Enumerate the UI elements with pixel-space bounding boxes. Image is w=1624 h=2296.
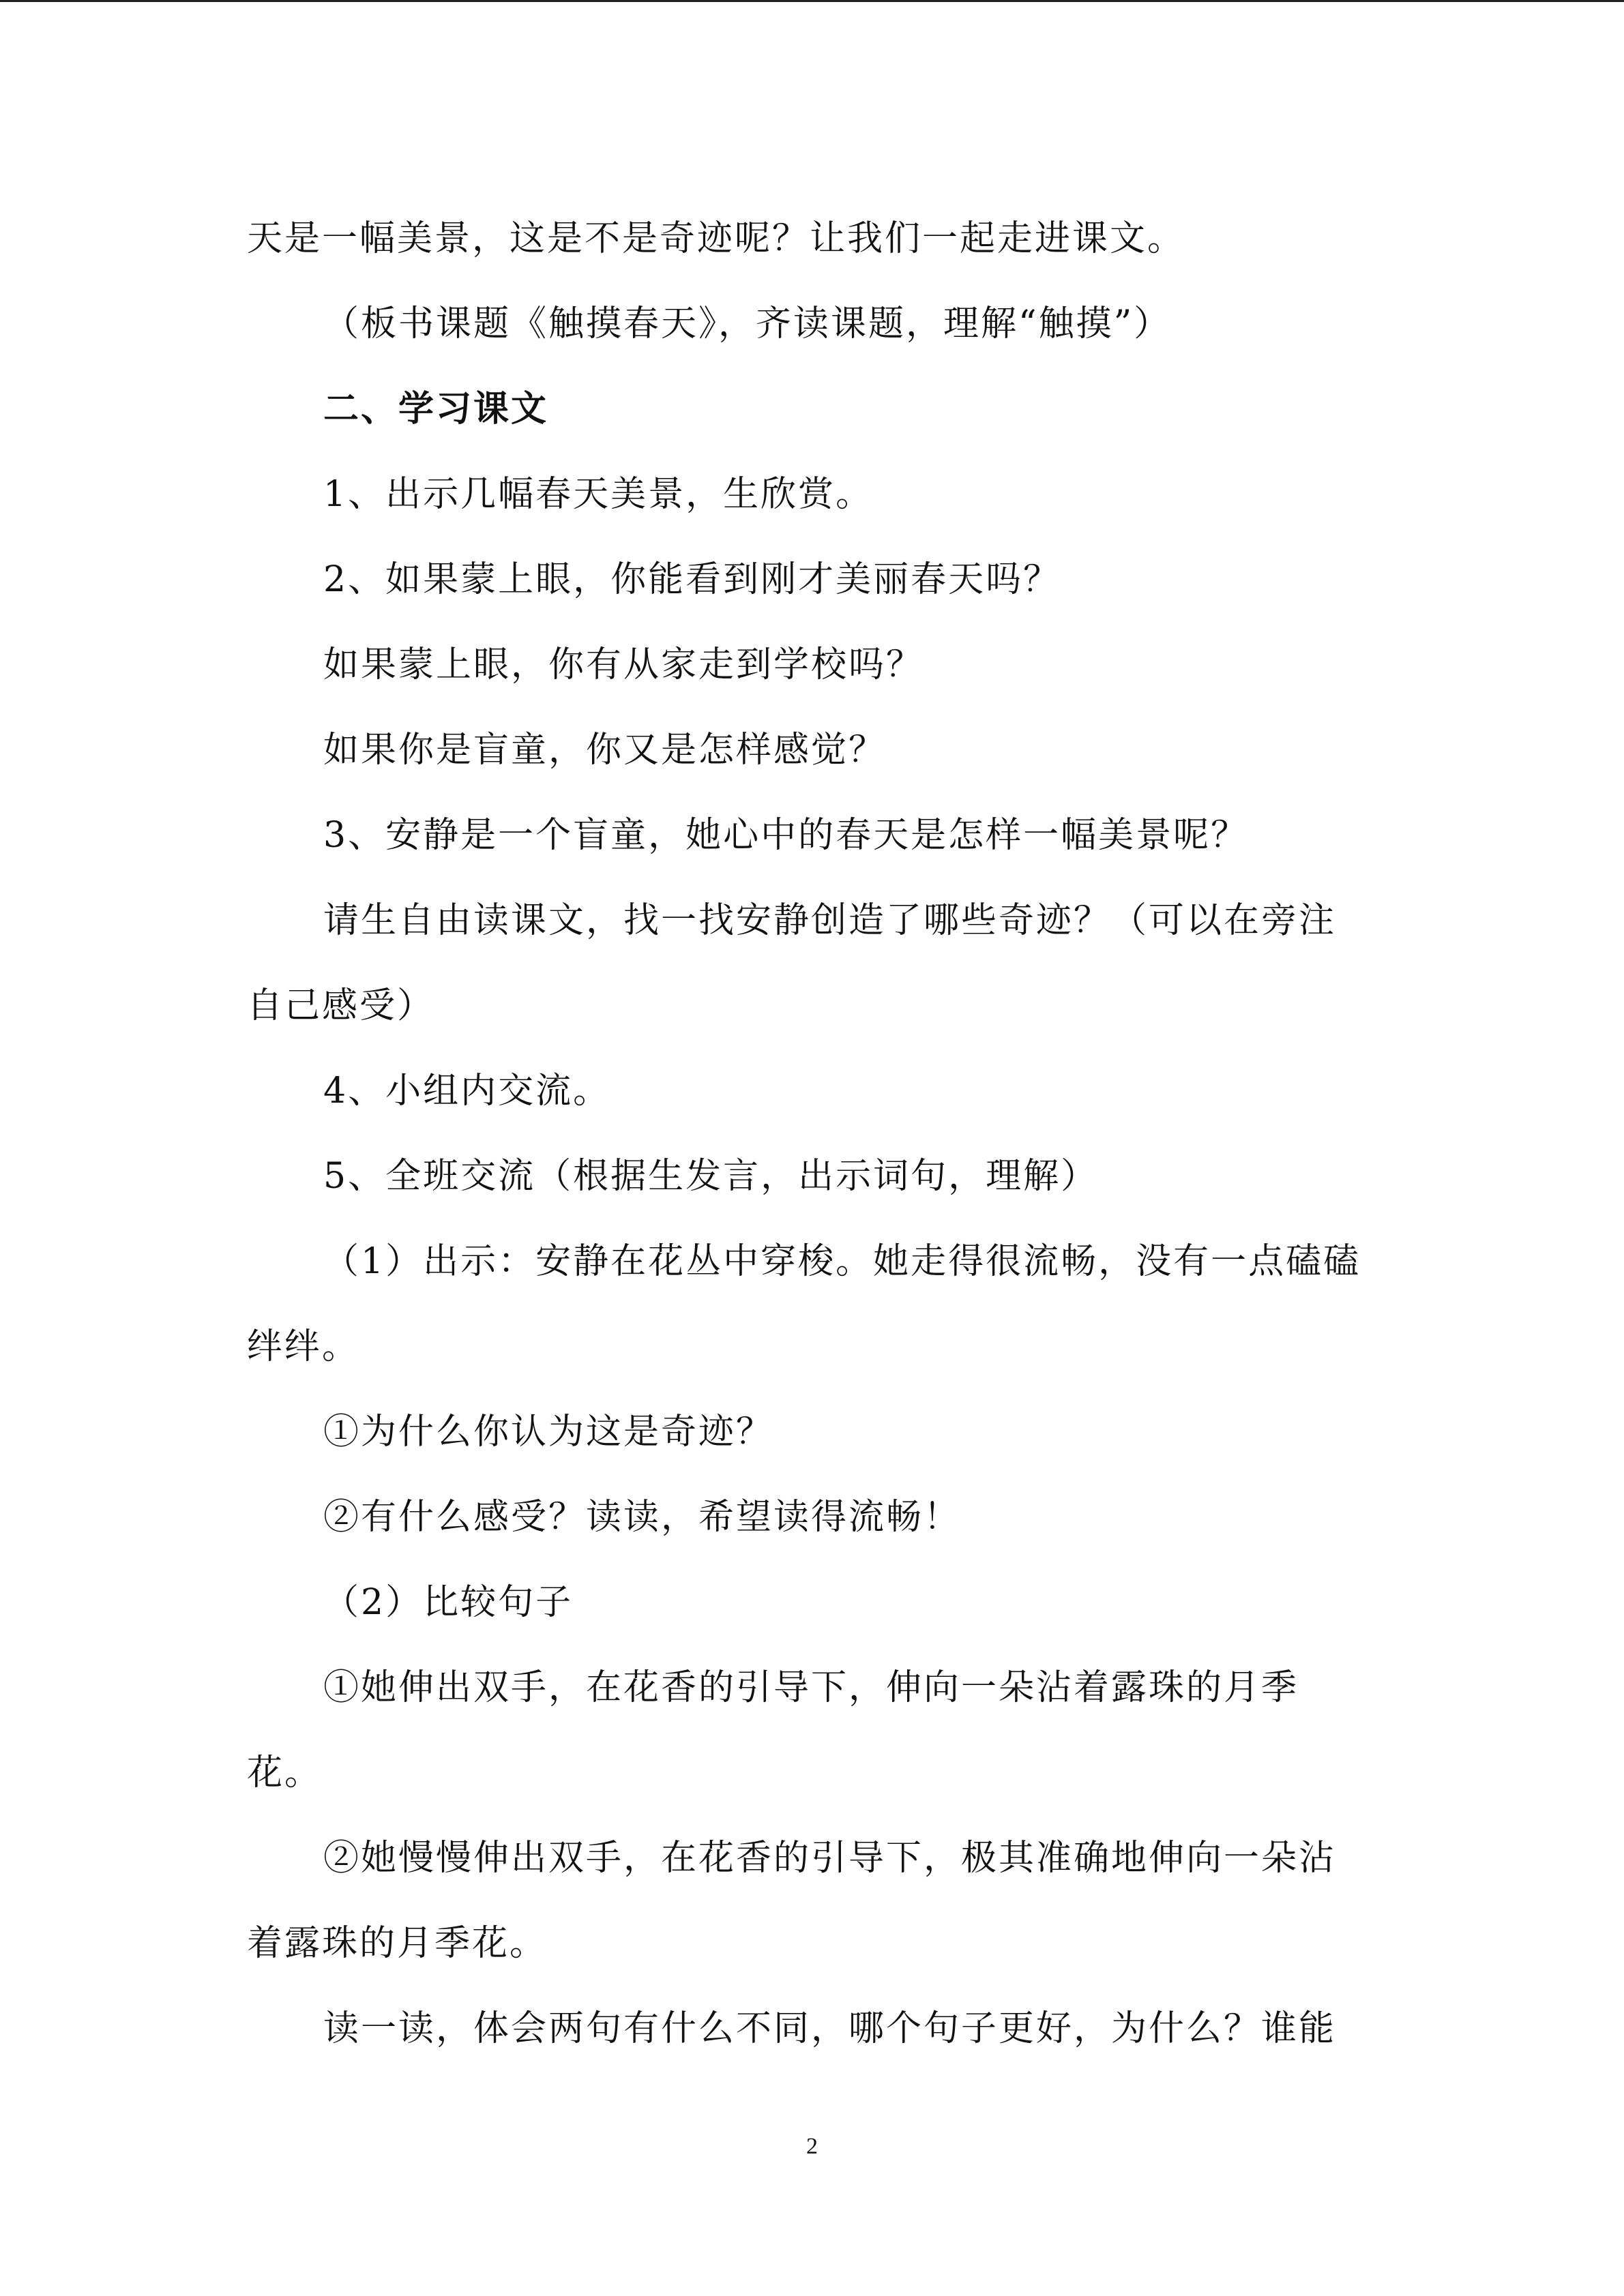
text-line: 请生自由读课文，找一找安静创造了哪些奇迹？（可以在旁注 <box>323 900 1337 941</box>
text-line: 5、全班交流（根据生发言，出示词句，理解） <box>323 1156 1099 1197</box>
text-line: 如果你是盲童，你又是怎样感觉？ <box>323 730 887 771</box>
page-number: 2 <box>806 2134 818 2159</box>
text-line: 着露珠的月季花。 <box>247 1923 548 1964</box>
text-line: 天是一幅美景，这是不是奇迹呢？让我们一起走进课文。 <box>247 218 1185 259</box>
text-line: ①为什么你认为这是奇迹？ <box>323 1412 774 1452</box>
text-line: 1、出示几幅春天美景，生欣赏。 <box>323 474 874 515</box>
text-line: ②她慢慢伸出双手，在花香的引导下，极其准确地伸向一朵沾 <box>323 1838 1337 1879</box>
text-line: 花。 <box>247 1753 323 1793</box>
text-line: 绊绊。 <box>247 1326 360 1367</box>
text-line: 4、小组内交流。 <box>323 1071 611 1112</box>
section-heading: 二、学习课文 <box>323 388 549 430</box>
text-line: 自己感受） <box>247 985 435 1026</box>
text-line: （1）出示：安静在花丛中穿梭。她走得很流畅，没有一点磕磕 <box>323 1241 1361 1282</box>
text-line: 读一读，体会两句有什么不同，哪个句子更好，为什么？谁能 <box>323 2008 1337 2049</box>
text-line: 2、如果蒙上眼，你能看到刚才美丽春天吗？ <box>323 559 1061 600</box>
text-line: ①她伸出双手，在花香的引导下，伸向一朵沾着露珠的月季 <box>323 1667 1299 1708</box>
text-line: ②有什么感受？读读，希望读得流畅！ <box>323 1497 962 1538</box>
text-line: （2）比较句子 <box>323 1582 574 1623</box>
text-line: 如果蒙上眼，你有从家走到学校吗？ <box>323 644 924 685</box>
text-line: 3、安静是一个盲童，她心中的春天是怎样一幅美景呢？ <box>323 815 1249 856</box>
top-border-line <box>0 0 1624 2</box>
text-line: （板书课题《触摸春天》，齐读课题，理解“触摸”） <box>323 303 1172 344</box>
